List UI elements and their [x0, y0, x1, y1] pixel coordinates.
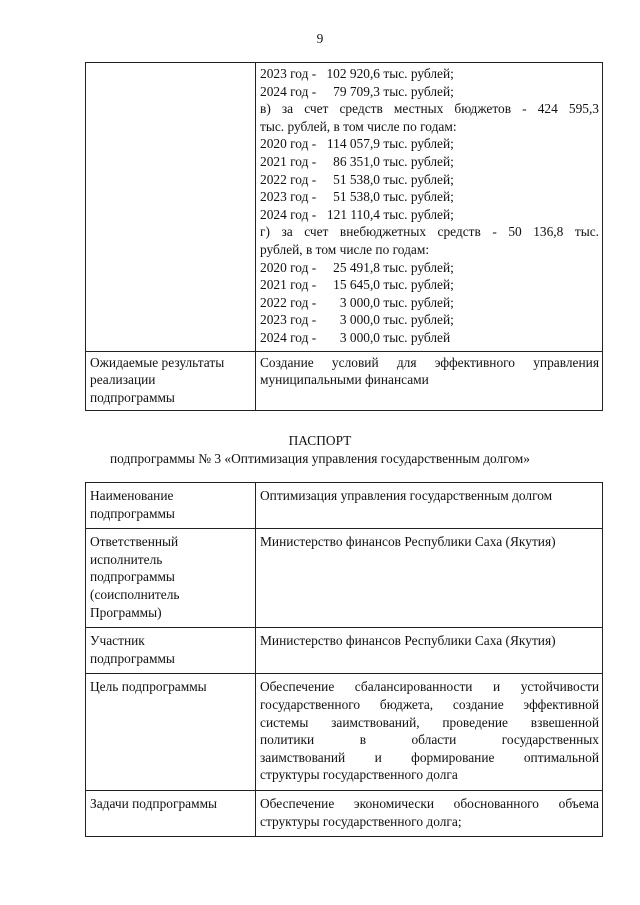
table-row — [86, 483, 603, 529]
goal-label-cell: Цель подпрограммы — [86, 674, 256, 791]
local-budget-intro-cont: тыс. рублей, в том числе по годам: — [260, 118, 457, 134]
table-row — [86, 351, 603, 411]
table-row — [86, 529, 603, 628]
page-number: 9 — [316, 31, 324, 46]
local-line-2020: 2020 год - 114 057,9 тыс. рублей; — [260, 136, 454, 152]
results-label-cell: Ожидаемые результаты реализации подпрограммы — [86, 351, 256, 411]
empty-label-cell — [86, 63, 256, 352]
extra-line-2023: 2023 год - 3 000,0 тыс. рублей; — [260, 312, 454, 328]
funding-line-2023: 2023 год - 102 920,6 тыс. рублей; — [260, 66, 454, 81]
funding-table — [85, 62, 603, 411]
local-line-2024: 2024 год - 121 110,4 тыс. рублей; — [260, 206, 454, 222]
participant-value-cell: Министерство финансов Республики Саха (Якутия) — [256, 628, 603, 674]
name-value-cell: Оптимизация управления государственным долгом — [256, 483, 603, 529]
extra-budget-intro: г) за счет внебюджетных средств - 50 136,8 тыс. — [260, 224, 599, 240]
results-value-cell: Создание условий для эффективного управления муниципальными финансами — [256, 351, 603, 411]
extra-line-2021: 2021 год - 15 645,0 тыс. рублей; — [260, 277, 454, 293]
passport-table — [85, 482, 603, 837]
table-row — [86, 628, 603, 674]
extra-line-2020: 2020 год - 25 491,8 тыс. рублей; — [260, 259, 454, 275]
local-budget-intro: в) за счет средств местных бюджетов - 424 595,3 — [260, 101, 599, 117]
name-label-cell: Наименование подпрограммы — [86, 483, 256, 529]
passport-title: ПАСПОРТ — [288, 433, 352, 448]
passport-subtitle: подпрограммы № 3 «Оптимизация управления государственным долгом» — [110, 451, 530, 466]
executor-label-cell: Ответственный исполнитель подпрограммы (соисполнитель Программы) — [86, 529, 256, 628]
table-row — [86, 790, 603, 836]
extra-line-2024: 2024 год - 3 000,0 тыс. рублей — [260, 329, 451, 345]
funding-value-cell — [256, 63, 603, 352]
tasks-value-cell: Обеспечение экономически обоснованного объема структуры государственного долга; — [256, 790, 603, 836]
tasks-label-cell: Задачи подпрограммы — [86, 790, 256, 836]
participant-label-cell: Участник подпрограммы — [86, 628, 256, 674]
table-row — [86, 63, 603, 352]
extra-line-2022: 2022 год - 3 000,0 тыс. рублей; — [260, 294, 454, 310]
local-line-2022: 2022 год - 51 538,0 тыс. рублей; — [260, 171, 454, 187]
funding-line-2024: 2024 год - 79 709,3 тыс. рублей; — [260, 83, 454, 99]
goal-value-cell: Обеспечение сбалансированности и устойчивости государственного бюджета, создание эффективной системы заимствований, проведение взвешенной политики в области государственных заимствований и формирование оптимальной структуры государственного долга — [256, 674, 603, 791]
extra-budget-intro-cont: рублей, в том числе по годам: — [260, 241, 430, 257]
table-row — [86, 674, 603, 791]
local-line-2023: 2023 год - 51 538,0 тыс. рублей; — [260, 189, 454, 205]
executor-value-cell: Министерство финансов Республики Саха (Якутия) — [256, 529, 603, 628]
local-line-2021: 2021 год - 86 351,0 тыс. рублей; — [260, 153, 454, 169]
